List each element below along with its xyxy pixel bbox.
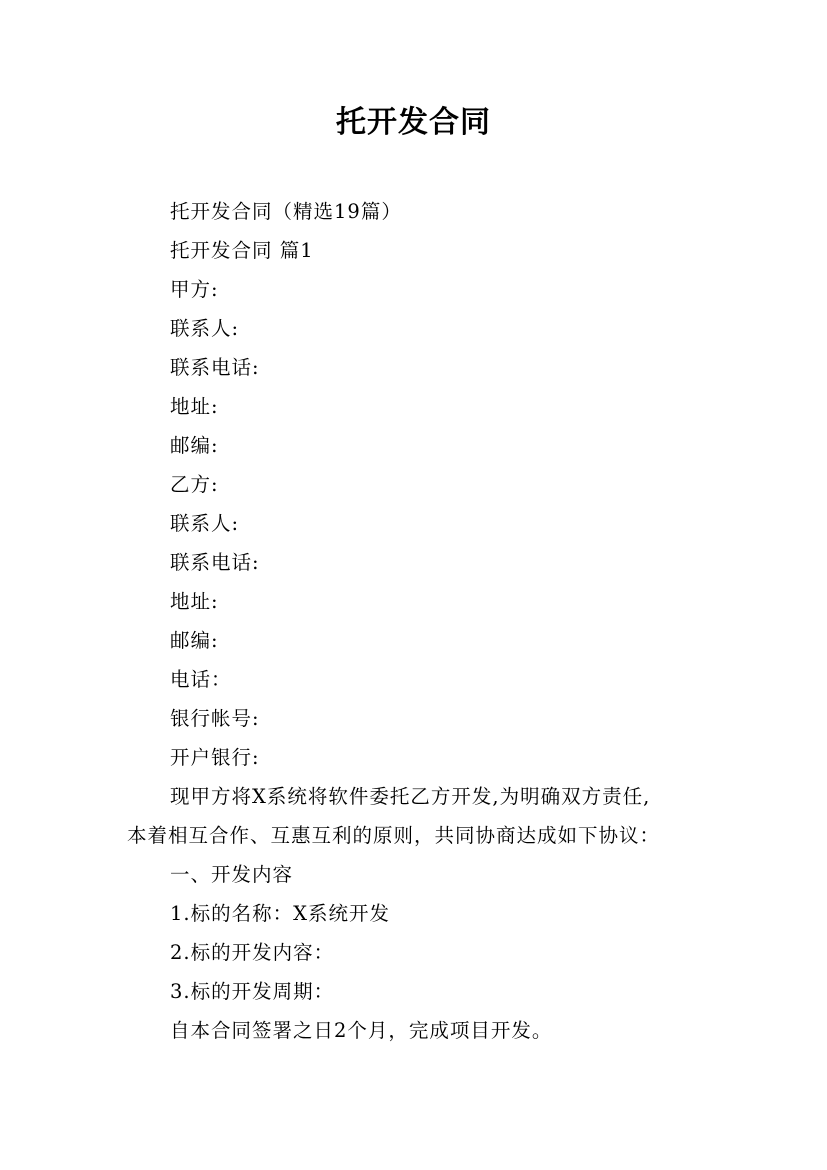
paragraph-intro-line-2: 本着相互合作、互惠互利的原则，共同协商达成如下协议： [127,824,661,847]
document-title: 托开发合同 [336,105,491,140]
item-development-period: 3.标的开发周期： [170,980,335,1003]
party-b-label: 乙方: [170,473,219,496]
item-subject-name: 1.标的名称：X系统开发 [170,902,390,925]
document-body [127,192,727,1050]
party-a-phone-label: 联系电话: [170,356,260,379]
party-b-contact-label: 联系人: [170,512,240,535]
party-b-telephone-label: 电话： [170,668,232,691]
paragraph-subtitle: 托开发合同（精选19篇） [170,200,402,223]
party-b-postcode-label: 邮编: [170,629,219,652]
party-b-address-label: 地址: [170,590,219,613]
party-a-address-label: 地址: [170,395,219,418]
bank-name-label: 开户银行: [170,746,260,769]
party-a-contact-label: 联系人: [170,317,240,340]
party-b-phone-label: 联系电话: [170,551,260,574]
bank-account-label: 银行帐号: [170,707,260,730]
section-heading-development-content: 一、开发内容 [170,863,294,886]
party-a-postcode-label: 邮编: [170,434,219,457]
paragraph-section-heading: 托开发合同 篇1 [170,239,314,262]
paragraph-period-detail: 自本合同签署之日2个月，完成项目开发。 [170,1019,553,1042]
party-a-label: 甲方: [170,278,219,301]
item-development-content: 2.标的开发内容： [170,941,335,964]
paragraph-intro-line-1: 现甲方将X系统将软件委托乙方开发,为明确双方责任, [170,785,651,808]
